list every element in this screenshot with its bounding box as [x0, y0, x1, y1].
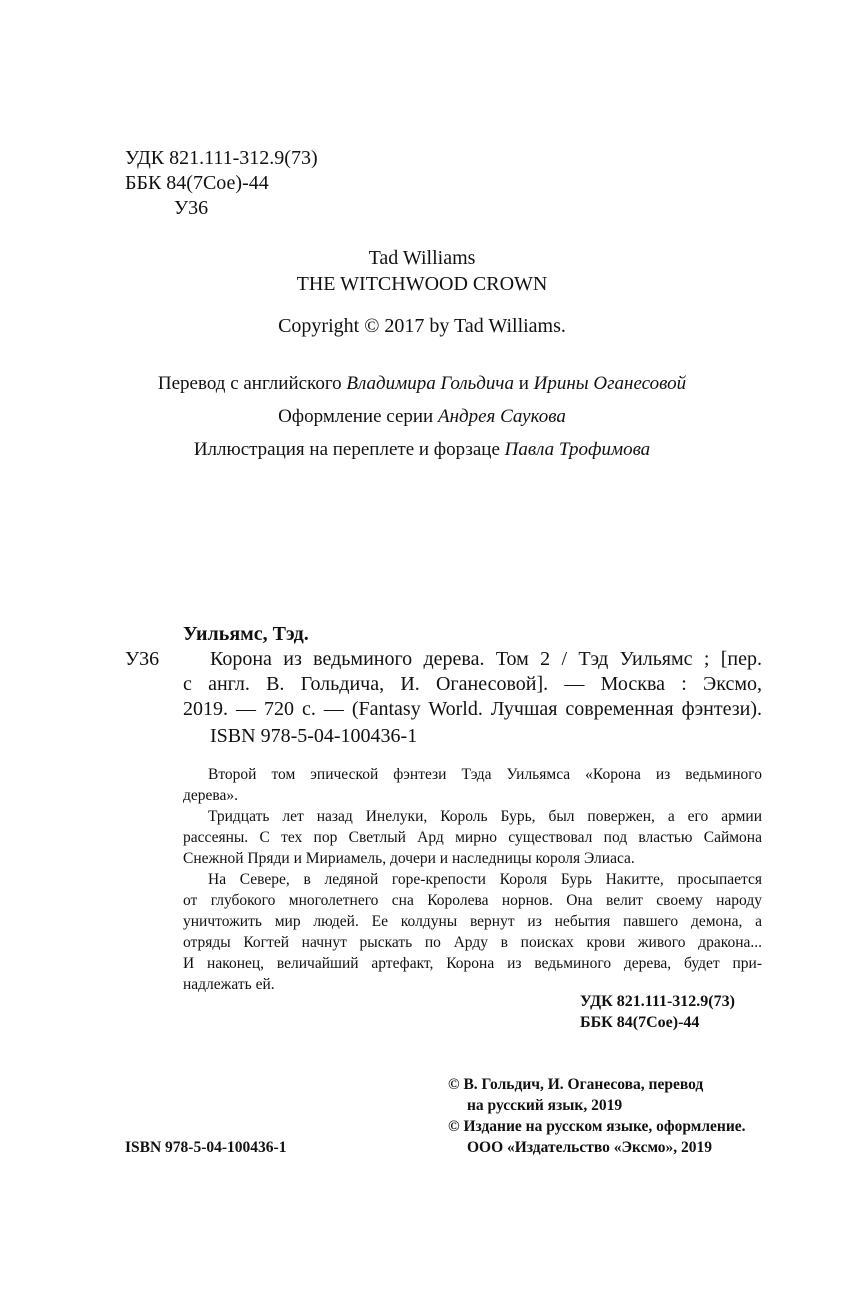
conjunction: и	[513, 373, 534, 394]
series-prefix: Оформление серии	[278, 406, 438, 427]
annotation-line: рассеяны. С тех пор Светлый Ард мирно существовал под властью Саймона	[183, 829, 762, 846]
catalog-entry-line: Корона из ведьминого дерева. Том 2 / Тэд Уильямс ; [пер.	[210, 648, 762, 670]
bottom-udk-code: УДК 821.111-312.9(73)	[580, 993, 735, 1010]
rights-translation-cont: на русский язык, 2019	[467, 1097, 623, 1114]
annotation-line: уничтожить мир людей. Ее колдуны вернут из небытия павшего демона, а	[183, 913, 762, 930]
udk-code: УДК 821.111-312.9(73)	[125, 147, 318, 169]
annotation-line: отряды Когтей начнут рыскать по Арду в поисках крови живого дракона...	[183, 934, 762, 951]
translation-prefix: Перевод с английского	[157, 373, 347, 394]
annotation-line: Тридцать лет назад Инелуки, Король Бурь, был повержен, а его армии	[208, 808, 762, 825]
annotation-line: Второй том эпической фэнтези Тэда Уильямса «Корона из ведьминого	[208, 766, 762, 783]
annotation-line: надлежать ей.	[183, 976, 275, 993]
bbk-code: ББК 84(7Сое)-44	[125, 172, 269, 194]
bottom-bbk-code: ББК 84(7Сое)-44	[580, 1014, 700, 1031]
series-design-credit	[0, 405, 844, 429]
annotation-line: дерева».	[183, 787, 239, 804]
annotation-line: И наконец, величайший артефакт, Корона из ведьминого дерева, будет при-	[183, 955, 762, 972]
rights-publisher: ООО «Издательство «Эксмо», 2019	[467, 1139, 713, 1156]
translator-2: Ирины Оганесовой	[533, 373, 687, 394]
catalog-entry-line: 2019. — 720 с. — (Fantasy World. Лучшая современная фэнтези).	[183, 698, 762, 720]
annotation-line: Снежной Пряди и Мириамель, дочери и наследницы короля Элиаса.	[183, 850, 635, 867]
catalog-isbn: ISBN 978-5-04-100436-1	[210, 725, 418, 747]
catalog-entry-line: с англ. В. Гольдича, И. Оганесовой]. — Москва : Эксмо,	[183, 673, 762, 695]
author-mark: У36	[174, 197, 209, 219]
rights-edition: © Издание на русском языке, оформление.	[448, 1118, 746, 1135]
catalog-mark: У36	[125, 648, 160, 670]
original-copyright: Copyright © 2017 by Tad Williams.	[278, 315, 566, 337]
series-designer: Андрея Саукова	[437, 406, 566, 427]
illustrator: Павла Трофимова	[504, 439, 651, 460]
catalog-heading: Уильямс, Тэд.	[183, 623, 309, 645]
illustration-credit	[0, 438, 844, 462]
bottom-isbn: ISBN 978-5-04-100436-1	[125, 1139, 287, 1156]
annotation-line: от глубокого многолетнего сна Королева норнов. Она велит своему народу	[183, 892, 762, 909]
illustration-prefix: Иллюстрация на переплете и форзаце	[193, 439, 505, 460]
translation-credit	[0, 372, 844, 396]
original-title: THE WITCHWOOD CROWN	[296, 273, 548, 295]
translator-1: Владимира Гольдича	[346, 373, 514, 394]
rights-translation: © В. Гольдич, И. Оганесова, перевод	[448, 1076, 704, 1093]
annotation-line: На Севере, в ледяной горе-крепости Короля Бурь Накитте, просыпается	[208, 871, 762, 888]
original-author: Tad Williams	[368, 247, 476, 269]
